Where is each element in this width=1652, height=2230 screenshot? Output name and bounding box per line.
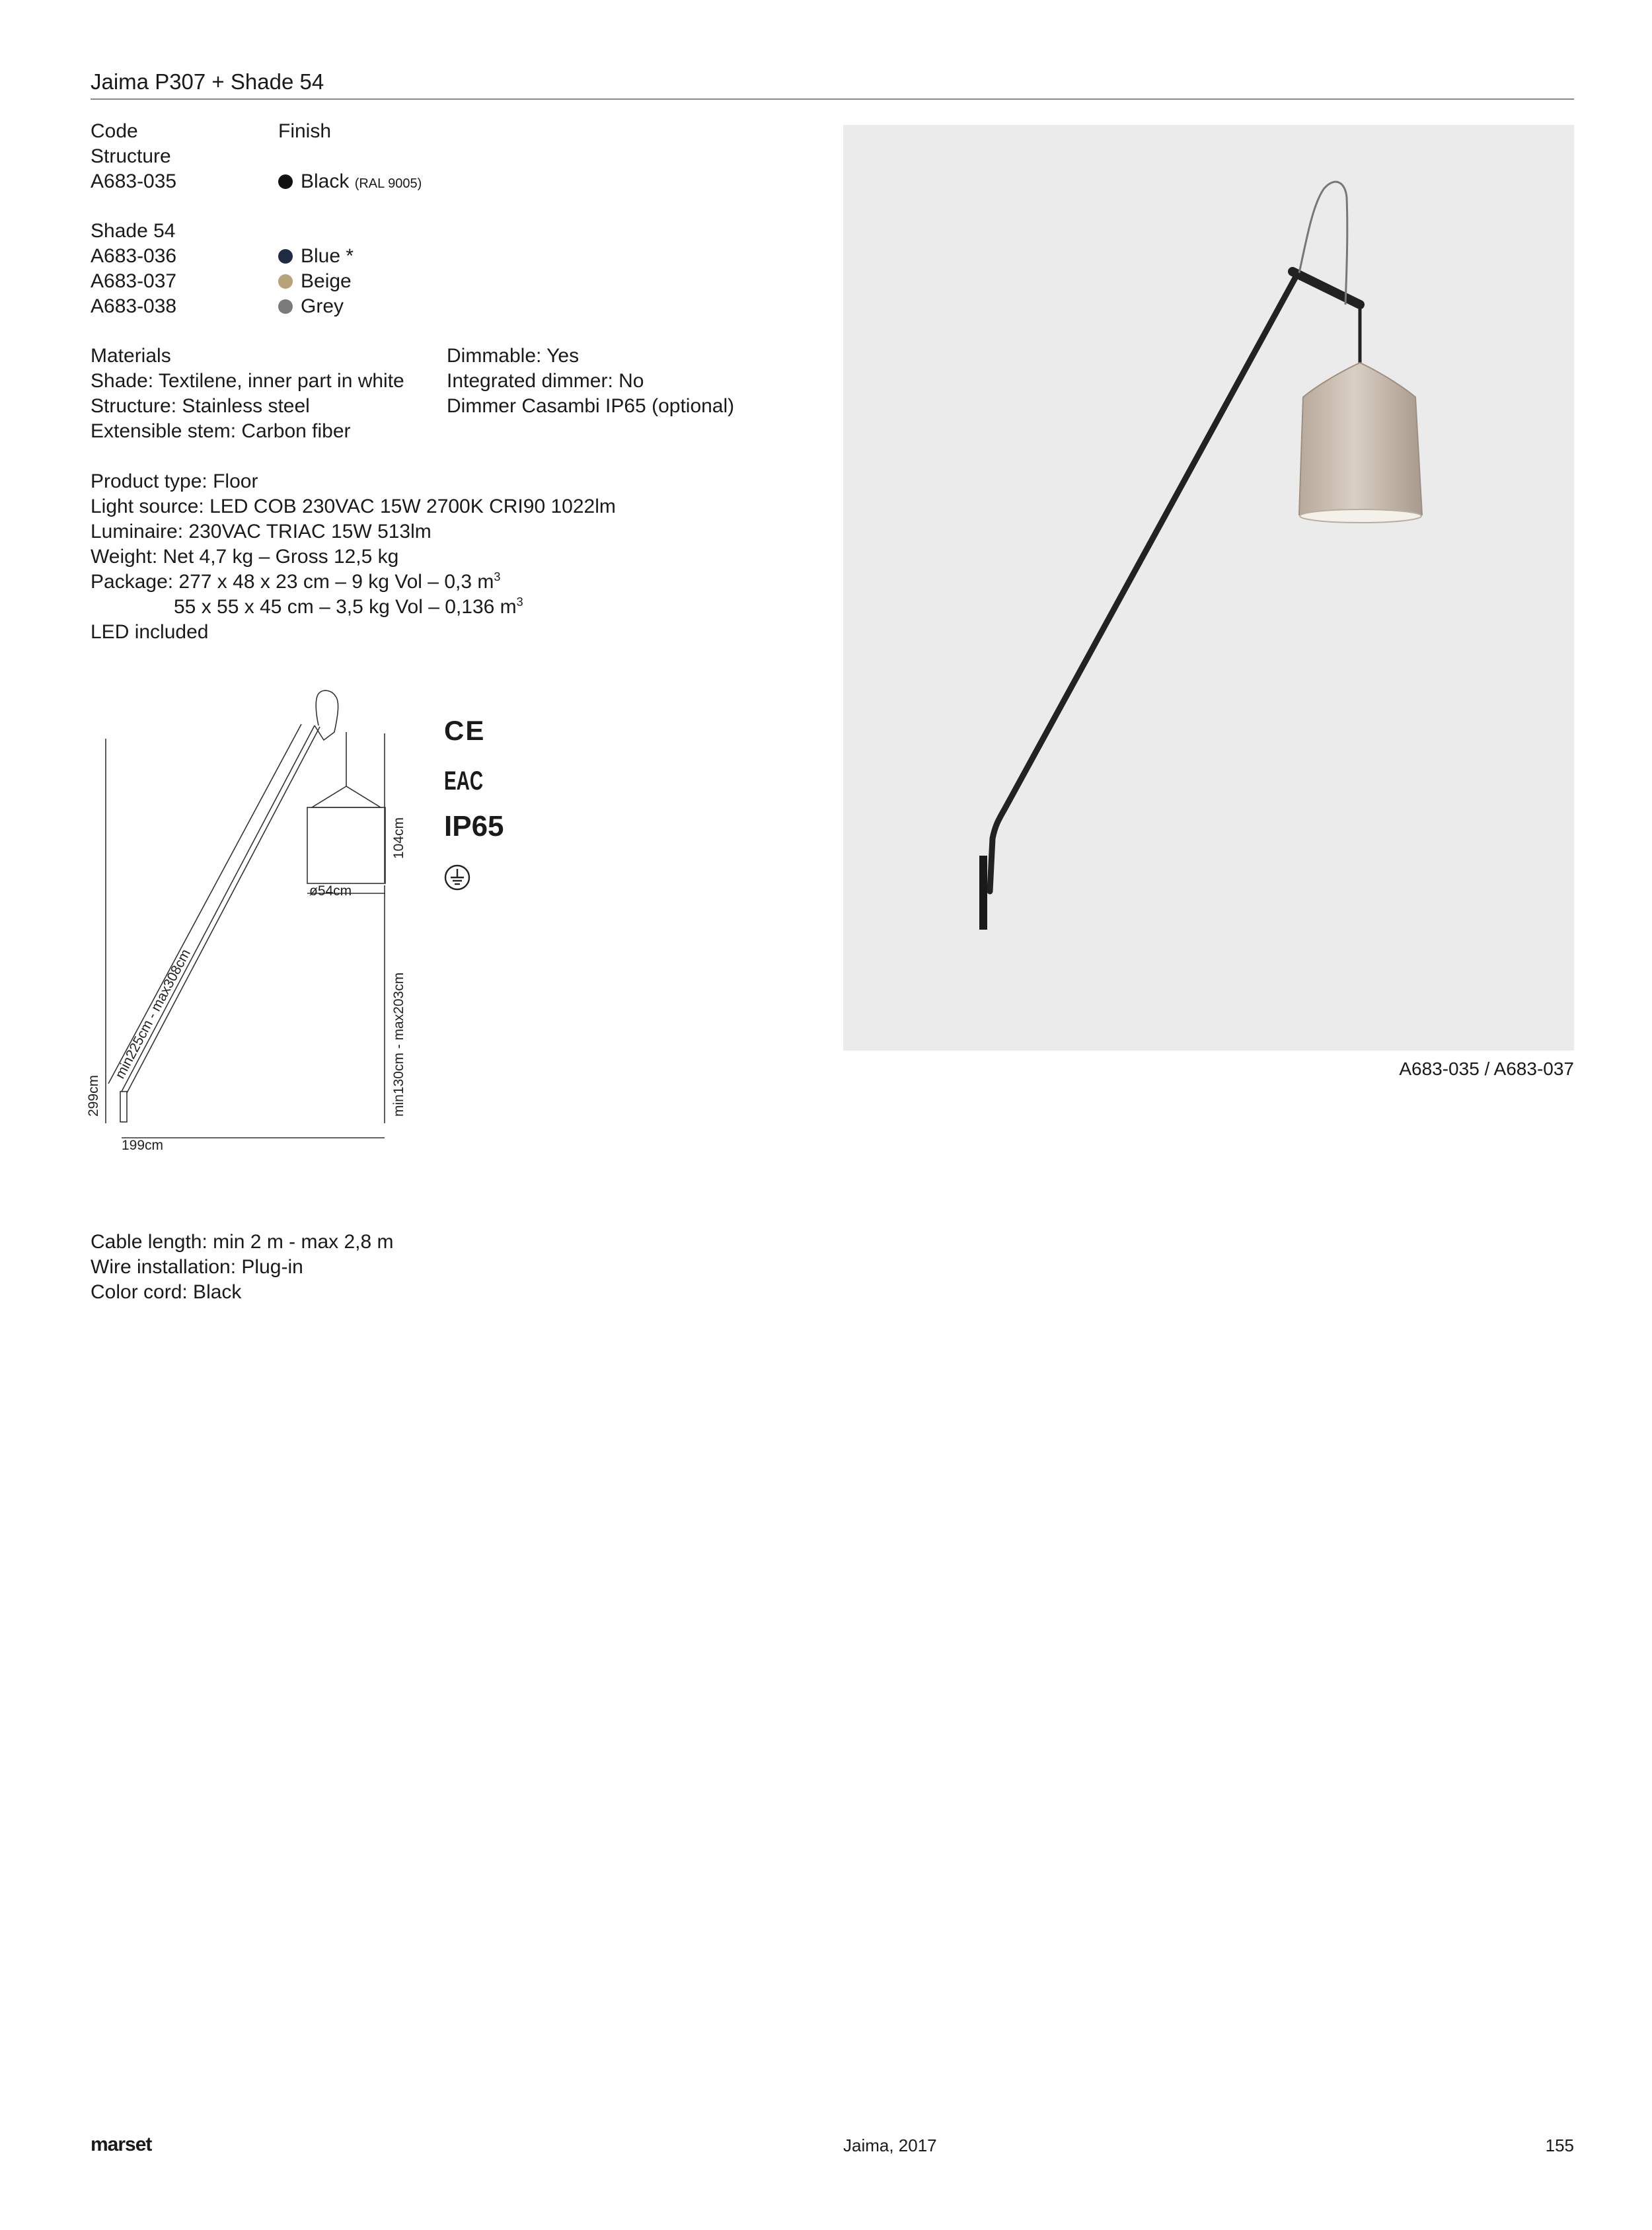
package-1-text: Package: 277 x 48 x 23 cm – 9 kg Vol – 0,3 m <box>91 571 494 593</box>
weight: Weight: Net 4,7 kg – Gross 12,5 kg <box>91 546 399 568</box>
shade-finish-name-3: Grey <box>301 295 344 317</box>
structure-label: Structure <box>91 145 171 167</box>
code-label: Code <box>91 120 138 142</box>
package-1-cube: 3 <box>494 570 501 583</box>
stem-line-outer <box>122 725 315 1092</box>
shade-top <box>312 786 381 807</box>
header-rule <box>91 98 1574 100</box>
materials-shade: Shade: Textilene, inner part in white <box>91 370 404 392</box>
page-number: 155 <box>1545 2136 1574 2155</box>
stem <box>990 276 1296 891</box>
top-hook <box>315 690 338 740</box>
shade-body <box>307 807 385 883</box>
luminaire: Luminaire: 230VAC TRIAC 15W 513lm <box>91 521 432 542</box>
total-height-label: 299cm <box>86 1074 101 1117</box>
width-label: 199cm <box>122 1138 164 1153</box>
shade-code-2: A683-037 <box>91 270 177 292</box>
beige-swatch <box>278 274 293 289</box>
materials-stem: Extensible stem: Carbon fiber <box>91 420 351 442</box>
shade-height-label: 104cm <box>391 817 406 859</box>
shade-finish-name-2: Beige <box>301 270 352 292</box>
lamp-illustration <box>843 125 1574 1051</box>
bracket <box>1293 272 1360 305</box>
cable-length: Cable length: min 2 m - max 2,8 m <box>91 1231 394 1253</box>
shade-code-3: A683-038 <box>91 295 177 317</box>
package-2-cube: 3 <box>516 595 523 609</box>
ce-mark: CE <box>444 715 486 746</box>
hang-height-label: min130cm - max203cm <box>391 972 406 1117</box>
led-included: LED included <box>91 621 209 643</box>
color-cord: Color cord: Black <box>91 1281 242 1303</box>
package-2 <box>174 595 523 620</box>
grey-swatch <box>278 299 293 314</box>
wall-plate <box>979 856 987 930</box>
ip65-mark: IP65 <box>444 810 504 842</box>
shade-rim <box>1300 509 1421 523</box>
shade-label: Shade 54 <box>91 220 176 242</box>
black-swatch <box>278 174 293 189</box>
eac-mark: EAC <box>444 766 484 796</box>
shade-finish-1 <box>278 244 354 269</box>
collection-year: Jaima, 2017 <box>843 2136 937 2155</box>
integrated-dimmer: Integrated dimmer: No <box>447 370 644 392</box>
base-plate <box>120 1092 127 1122</box>
finish-label: Finish <box>278 120 332 142</box>
stem-length-label: min225cm - max308cm <box>112 946 194 1082</box>
product-photo <box>843 125 1574 1051</box>
shade-code-1: A683-036 <box>91 245 177 267</box>
materials-structure: Structure: Stainless steel <box>91 395 310 417</box>
structure-code: A683-035 <box>91 170 177 192</box>
page-title: Jaima P307 + Shade 54 <box>91 69 324 94</box>
casambi-dimmer: Dimmer Casambi IP65 (optional) <box>447 395 735 417</box>
photo-caption: A683-035 / A683-037 <box>1399 1059 1574 1079</box>
technical-drawing <box>79 687 449 1189</box>
diameter-label: ø54cm <box>309 883 352 899</box>
materials-heading: Materials <box>91 345 171 367</box>
wire-installation: Wire installation: Plug-in <box>91 1256 303 1278</box>
package-2-text: 55 x 55 x 45 cm – 3,5 kg Vol – 0,136 m <box>174 596 517 618</box>
dimmable: Dimmable: Yes <box>447 345 580 367</box>
blue-swatch <box>278 249 293 264</box>
lamp-shade <box>1299 363 1422 520</box>
light-source: Light source: LED COB 230VAC 15W 2700K CRI90 1022lm <box>91 496 616 517</box>
package-1 <box>91 570 500 595</box>
ground-icon <box>443 863 472 892</box>
brand-logo: marset <box>91 2134 152 2155</box>
shade-finish-2 <box>278 269 352 294</box>
ral-note: (RAL 9005) <box>354 176 422 191</box>
structure-finish-name: Black <box>301 170 350 192</box>
stem-line-inner <box>127 727 320 1093</box>
product-type: Product type: Floor <box>91 470 258 492</box>
shade-finish-3 <box>278 294 344 319</box>
structure-finish <box>278 169 422 196</box>
shade-finish-name-1: Blue * <box>301 245 354 267</box>
